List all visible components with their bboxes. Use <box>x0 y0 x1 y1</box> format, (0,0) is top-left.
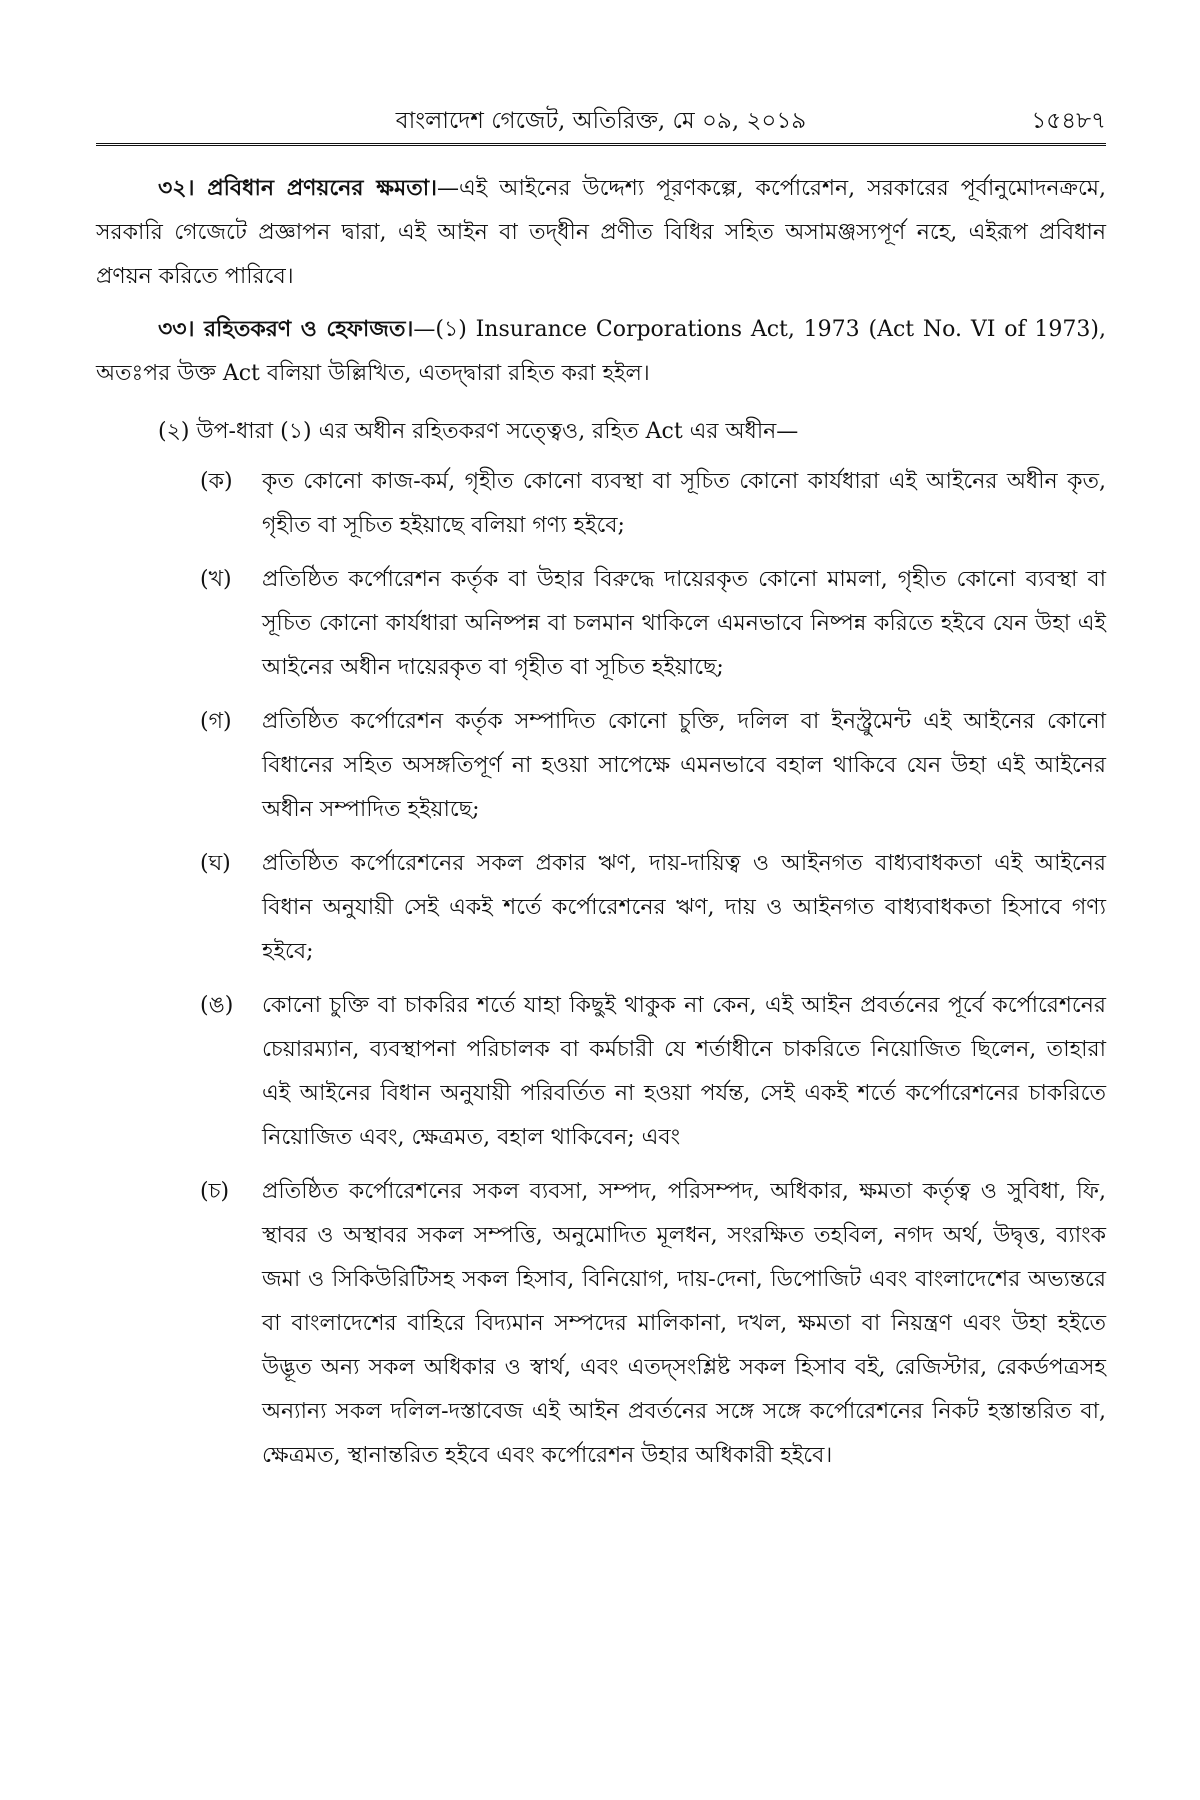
subsection-2-intro: (২) উপ-ধারা (১) এর অধীন রহিতকরণ সত্ত্বেও, রহিত Act এর অধীন— <box>158 419 799 444</box>
clause-ka <box>96 460 1106 548</box>
clause-label: (চ) <box>200 1179 230 1204</box>
clause-ga <box>96 700 1106 832</box>
clause-label: (ঘ) <box>200 851 231 876</box>
clause-gha <box>96 842 1106 974</box>
gazette-title: বাংলাদেশ গেজেট, অতিরিক্ত, মে ০৯, ২০১৯ <box>395 108 807 134</box>
section-heading: ৩৩। রহিতকরণ ও হেফাজত। <box>158 316 414 342</box>
clause-label: (খ) <box>200 567 232 592</box>
section-32 <box>96 166 1106 299</box>
clause-label: (গ) <box>200 709 232 734</box>
page-header <box>96 96 1106 142</box>
clause-kha <box>96 558 1106 690</box>
clause-umo <box>96 984 1106 1160</box>
section-33 <box>96 307 1106 396</box>
clause-label: (ঙ) <box>200 993 234 1018</box>
header-rule <box>96 143 1106 146</box>
document-body <box>96 166 1106 1488</box>
gazette-page <box>96 0 1106 1800</box>
clause-text: কৃত কোনো কাজ-কর্ম, গৃহীত কোনো ব্যবস্থা বা সূচিত কোনো কার্যধারা এই আইনের অধীন কৃত, গৃহীত বা সূচিত হইয়াছে বলিয়া গণ্য হইবে; <box>262 469 1106 538</box>
section-text: —(১) Insurance Corporations Act, 1973 (Act No. VI of 1973), অতঃপর উক্ত Act বলিয়া উল্লিখিত, এতদ্দ্বারা রহিত করা হইল। <box>96 317 1106 386</box>
section-heading: ৩২। প্রবিধান প্রণয়নের ক্ষমতা। <box>158 175 438 201</box>
page-number: ১৫৪৮৭ <box>1031 108 1106 134</box>
clause-text: প্রতিষ্ঠিত কর্পোরেশন কর্তৃক বা উহার বিরুদ্ধে দায়েরকৃত কোনো মামলা, গৃহীত কোনো ব্যবস্থা বা সূচিত কোনো কার্যধারা অনিষ্পন্ন বা চলমান থাকিলে এমনভাবে নিষ্পন্ন করিতে হইবে যেন উহা এই আইনের অধীন দায়েরকৃত বা গৃহীত বা সূচিত হইয়াছে; <box>262 567 1106 680</box>
clause-text: প্রতিষ্ঠিত কর্পোরেশনের সকল ব্যবসা, সম্পদ, পরিসম্পদ, অধিকার, ক্ষমতা কর্তৃত্ব ও সুবিধা, ফি, স্থাবর ও অস্থাবর সকল সম্পত্তি, অনুমোদিত মূলধন, সংরক্ষিত তহবিল, নগদ অর্থ, উদ্বৃত্ত, ব্যাংক জমা ও সিকিউরিটিসহ সকল হিসাব, বিনিয়োগ, দায়-দেনা, ডিপোজিট এবং বাংলাদেশের অভ্যন্তরে বা বাংলাদেশের বাহিরে বিদ্যমান সম্পদের মালিকানা, দখল, ক্ষমতা বা নিয়ন্ত্রণ এবং উহা হইতে উদ্ভূত অন্য সকল অধিকার ও স্বার্থ, এবং এতদ্‌সংশ্লিষ্ট সকল হিসাব বই, রেজিস্টার, রেকর্ডপত্রসহ অন্যান্য সকল দলিল-দস্তাবেজ এই আইন প্রবর্তনের সঙ্গে সঙ্গে কর্পোরেশনের নিকট হস্তান্তরিত বা, ক্ষেত্রমত, স্থানান্তরিত হইবে এবং কর্পোরেশন উহার অধিকারী হইবে। <box>262 1179 1106 1468</box>
clause-text: প্রতিষ্ঠিত কর্পোরেশনের সকল প্রকার ঋণ, দায়-দায়িত্ব ও আইনগত বাধ্যবাধকতা এই আইনের বিধান অনুযায়ী সেই একই শর্তে কর্পোরেশনের ঋণ, দায় ও আইনগত বাধ্যবাধকতা হিসাবে গণ্য হইবে; <box>262 851 1106 964</box>
clause-cha <box>96 1170 1106 1478</box>
clause-text: কোনো চুক্তি বা চাকরির শর্তে যাহা কিছুই থাকুক না কেন, এই আইন প্রবর্তনের পূর্বে কর্পোরেশনের চেয়ারম্যান, ব্যবস্থাপনা পরিচালক বা কর্মচারী যে শর্তাধীনে চাকরিতে নিয়োজিত ছিলেন, তাহারা এই আইনের বিধান অনুযায়ী পরিবর্তিত না হওয়া পর্যন্ত, সেই একই শর্তে কর্পোরেশনের চাকরিতে নিয়োজিত এবং, ক্ষেত্রমত, বহাল থাকিবেন; এবং <box>262 993 1106 1150</box>
section-text: —এই আইনের উদ্দেশ্য পূরণকল্পে, কর্পোরেশন, সরকারের পূর্বানুমোদনক্রমে, সরকারি গেজেটে প্রজ্ঞাপন দ্বারা, এই আইন বা তদ্‌ধীন প্রণীত বিধির সহিত অসামঞ্জস্যপূর্ণ নহে, এইরূপ প্রবিধান প্রণয়ন করিতে পারিবে। <box>96 176 1106 289</box>
clause-label: (ক) <box>200 469 233 494</box>
clause-text: প্রতিষ্ঠিত কর্পোরেশন কর্তৃক সম্পাদিত কোনো চুক্তি, দলিল বা ইনস্ট্রুমেন্ট এই আইনের কোনো বিধানের সহিত অসঙ্গতিপূর্ণ না হওয়া সাপেক্ষে এমনভাবে বহাল থাকিবে যেন উহা এই আইনের অধীন সম্পাদিত হইয়াছে; <box>262 709 1106 822</box>
